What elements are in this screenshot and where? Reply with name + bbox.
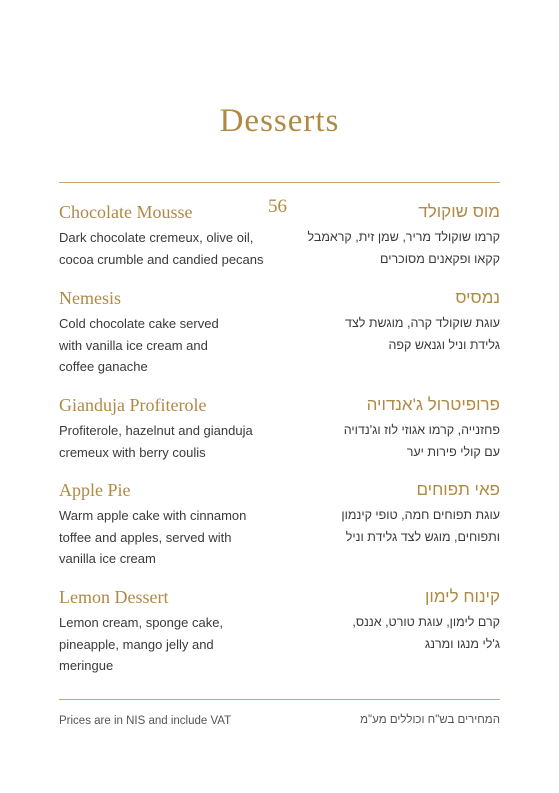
- bottom-divider: [59, 699, 500, 700]
- item-desc-he: עוגת שוקולד קרה, מוגשת לצד גלידת וניל וגנאש קפה: [345, 316, 500, 352]
- item-name-en: Nemesis: [59, 288, 121, 308]
- item-price: 56: [268, 196, 287, 217]
- item-desc-en: Warm apple cake with cinnamon toffee and apples, served with vanilla ice cream: [59, 508, 247, 566]
- item-name-he: מוס שוקולד: [418, 202, 500, 221]
- item-name-he: נמסיס: [455, 288, 500, 307]
- footer-note-he: המחירים בש"ח וכוללים מע"מ: [360, 714, 500, 726]
- item-name-he: קינוח לימון: [425, 587, 500, 606]
- item-name-he: פאי תפוחים: [416, 480, 500, 499]
- item-desc-en: Cold chocolate cake served with vanilla ice cream and coffee ganache: [59, 316, 219, 374]
- page-title: Desserts: [219, 103, 340, 139]
- item-name-en: Chocolate Mousse: [59, 202, 193, 222]
- top-divider: [59, 182, 500, 183]
- item-name-en: Apple Pie: [59, 480, 131, 500]
- item-name-en: Gianduja Profiterole: [59, 395, 207, 415]
- item-name-en: Lemon Dessert: [59, 587, 169, 607]
- item-desc-en: Profiterole, hazelnut and gianduja cremeux with berry coulis: [59, 423, 253, 460]
- item-desc-he: קרמו שוקולד מריר, שמן זית, קראמבל קקאו ופקאנים מסוכרים: [307, 230, 500, 266]
- item-name-he: פרופיטרול ג'אנדויה: [366, 395, 500, 414]
- item-desc-he: קרם לימון, עוגת טורט, אננס, ג'לי מנגו ומרנג: [352, 615, 500, 651]
- item-desc-he: עוגת תפוחים חמה, טופי קינמון ותפוחים, מוגש לצד גלידת וניל: [341, 508, 500, 544]
- item-desc-en: Dark chocolate cremeux, olive oil, cocoa crumble and candied pecans: [59, 230, 264, 267]
- footer-note-en: Prices are in NIS and include VAT: [59, 715, 232, 727]
- item-desc-he: פחזנייה, קרמו אגוזי לוז וג'נדויה עם קולי פירות יער: [343, 423, 500, 459]
- item-desc-en: Lemon cream, sponge cake, pineapple, mango jelly and meringue: [59, 615, 224, 673]
